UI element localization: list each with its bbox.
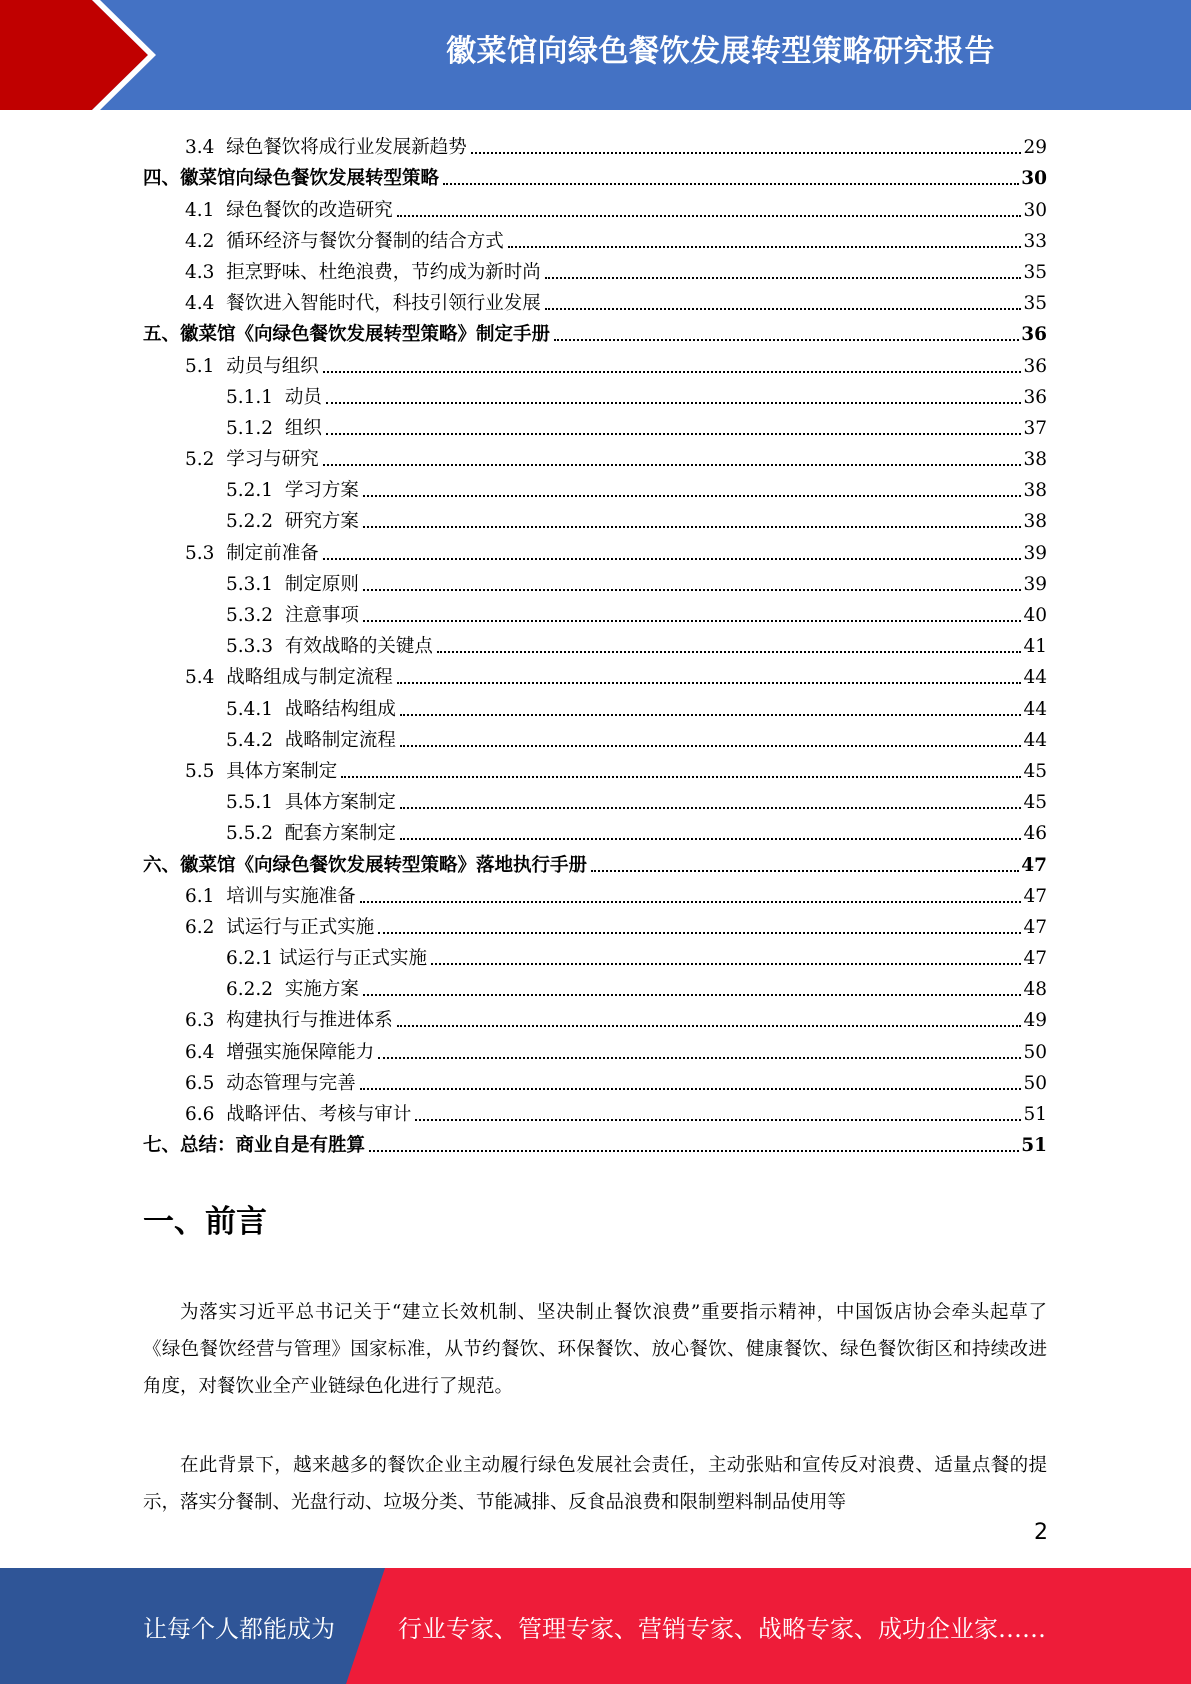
toc-entry-page: 44	[1023, 667, 1047, 689]
toc-entry-text: 研究方案	[284, 511, 359, 533]
toc-entry-text: 组织	[284, 417, 322, 439]
toc-entry-number: 4.2	[185, 230, 227, 252]
toc-entry-number: 5.4	[185, 667, 227, 689]
toc-entry-page: 36	[1021, 324, 1047, 346]
toc-entry[interactable]	[143, 658, 1047, 689]
toc-entry-title	[226, 480, 359, 502]
toc-dot-leader	[323, 557, 1022, 560]
toc-dot-leader	[360, 1087, 1022, 1090]
toc-entry-number: 5.1.1	[226, 386, 285, 408]
toc-entry-page: 35	[1023, 261, 1047, 283]
toc-entry-text: 动员与组织	[226, 355, 319, 377]
toc-entry[interactable]	[143, 502, 1047, 533]
toc-entry-page: 33	[1023, 230, 1047, 252]
toc-entry-number: 5.5	[185, 760, 227, 782]
toc-entry-number: 6.2.1	[226, 948, 279, 970]
body-paragraph: 在此背景下，越来越多的餐饮企业主动履行绿色发展社会责任，主动张贴和宣传反对浪费、适量点餐的提示，落实分餐制、光盘行动、垃圾分类、节能减排、反食品浪费和限制塑料制品使用等	[143, 1455, 1047, 1513]
toc-dot-leader	[378, 1056, 1021, 1059]
toc-dot-leader	[397, 681, 1022, 684]
toc-entry-page: 40	[1023, 605, 1047, 626]
toc-entry-title	[185, 1073, 356, 1095]
toc-dot-leader	[415, 1118, 1021, 1121]
toc-entry-page: 38	[1023, 449, 1047, 471]
toc-entry-number: 5.4.2	[226, 729, 285, 751]
toc-entry-page: 35	[1023, 293, 1047, 315]
toc-entry-title	[226, 948, 427, 970]
toc-entry-title	[226, 823, 396, 845]
toc-entry-title	[143, 1135, 365, 1157]
toc-dot-leader	[545, 307, 1022, 310]
toc-entry-title	[185, 543, 319, 565]
toc-entry-number: 3.4	[185, 137, 227, 159]
toc-dot-leader	[397, 214, 1022, 217]
toc-entry-text: 动态管理与完善	[226, 1072, 356, 1094]
toc-entry-text: 构建执行与推进体系	[226, 1010, 393, 1032]
toc-entry[interactable]	[143, 1126, 1047, 1157]
toc-entry-title	[185, 356, 319, 378]
toc-dot-leader	[363, 494, 1022, 497]
toc-entry[interactable]	[143, 284, 1047, 315]
toc-dot-leader	[363, 993, 1022, 996]
toc-dot-leader	[400, 713, 1022, 716]
table-of-contents	[143, 128, 1047, 1157]
toc-entry-text: 制定原则	[284, 573, 359, 595]
toc-dot-leader	[471, 151, 1022, 154]
page-number: 2	[1034, 1520, 1048, 1545]
toc-entry-text: 试运行与正式实施	[226, 916, 375, 938]
toc-entry-title	[226, 699, 396, 721]
toc-entry-text: 绿色餐饮的改造研究	[226, 199, 393, 221]
toc-entry-number: 6.4	[185, 1041, 227, 1063]
toc-entry-title	[185, 262, 541, 284]
toc-entry[interactable]	[143, 378, 1047, 409]
toc-dot-leader	[326, 432, 1022, 435]
toc-entry[interactable]	[143, 1095, 1047, 1126]
toc-dot-leader	[369, 1149, 1019, 1152]
toc-dot-leader	[323, 370, 1022, 373]
toc-entry-title	[185, 917, 374, 939]
toc-dot-leader	[341, 775, 1021, 778]
toc-entry-text: 具体方案制定	[284, 792, 396, 814]
toc-dot-leader	[360, 900, 1022, 903]
toc-entry-page: 30	[1023, 199, 1047, 221]
toc-entry-number: 4.1	[185, 199, 227, 221]
toc-entry-number: 6.2.2	[226, 979, 285, 1001]
toc-entry-page: 39	[1023, 542, 1047, 564]
toc-entry-page: 30	[1021, 168, 1047, 190]
toc-entry[interactable]	[143, 845, 1047, 876]
toc-entry-number: 5.4.1	[226, 698, 285, 720]
toc-entry-title	[226, 979, 359, 1001]
toc-entry[interactable]	[143, 346, 1047, 377]
toc-entry-page: 39	[1023, 573, 1047, 595]
toc-entry-title	[185, 231, 504, 253]
toc-entry[interactable]	[143, 689, 1047, 720]
toc-entry-page: 51	[1023, 1104, 1047, 1125]
toc-entry-page: 50	[1023, 1041, 1047, 1063]
toc-entry-title	[185, 886, 356, 908]
toc-dot-leader	[363, 619, 1022, 622]
toc-entry[interactable]	[143, 440, 1047, 471]
header-arrow-icon	[0, 0, 160, 110]
toc-entry-title	[185, 449, 319, 471]
toc-entry-page: 29	[1023, 137, 1047, 159]
toc-entry[interactable]	[143, 533, 1047, 564]
toc-entry-page: 41	[1023, 636, 1047, 658]
toc-dot-leader	[400, 744, 1022, 747]
page-header	[0, 0, 1191, 110]
toc-entry-page: 51	[1021, 1135, 1047, 1157]
toc-entry-number: 5.2.2	[226, 511, 285, 533]
footer-slogan-right: 行业专家、管理专家、营销专家、战略专家、成功企业家……	[398, 1615, 1046, 1643]
toc-dot-leader	[363, 525, 1022, 528]
toc-entry-title	[185, 1010, 393, 1032]
toc-entry-page: 47	[1021, 854, 1047, 876]
toc-entry-page: 47	[1023, 916, 1047, 938]
toc-entry-number: 6.2	[185, 916, 227, 938]
toc-entry-number: 5.2	[185, 449, 227, 471]
toc-entry-title	[226, 730, 396, 752]
toc-entry-page: 47	[1023, 948, 1047, 970]
toc-entry-text: 动员	[284, 386, 322, 408]
toc-entry[interactable]	[143, 1001, 1047, 1032]
toc-entry-text: 战略组成与制定流程	[226, 667, 393, 689]
toc-entry-title	[185, 137, 467, 159]
toc-dot-leader	[363, 588, 1022, 591]
toc-entry-text: 有效战略的关键点	[284, 636, 433, 658]
toc-entry[interactable]	[143, 253, 1047, 284]
toc-entry-number: 6.1	[185, 885, 227, 907]
toc-entry-title	[185, 1104, 411, 1126]
toc-entry-page: 45	[1023, 760, 1047, 782]
body-paragraph: 为落实习近平总书记关于“建立长效机制、坚决制止餐饮浪费”重要指示精神，中国饭店协会牵头起草了《绿色餐饮经营与管理》国家标准，从节约餐饮、环保餐饮、放心餐饮、健康餐饮、绿色餐饮街区和持续改进角度，对餐饮业全产业链绿色化进行了规范。	[143, 1302, 1047, 1397]
toc-entry[interactable]	[143, 783, 1047, 814]
toc-entry[interactable]	[143, 159, 1047, 190]
toc-entry-page: 37	[1023, 417, 1047, 439]
toc-entry-text: 制定前准备	[226, 542, 319, 564]
report-title: 徽菜馆向绿色餐饮发展转型策略研究报告	[446, 34, 995, 69]
toc-entry-title	[185, 1042, 374, 1064]
toc-entry[interactable]	[143, 721, 1047, 752]
toc-entry-number: 5.5.2	[226, 823, 285, 845]
toc-entry-text: 战略制定流程	[284, 729, 396, 751]
toc-entry-title	[185, 293, 541, 315]
toc-dot-leader	[437, 650, 1022, 653]
toc-entry-number: 5.1	[185, 355, 227, 377]
toc-entry-text: 试运行与正式实施	[278, 948, 427, 970]
footer-slogan-left: 让每个人都能成为	[143, 1615, 335, 1643]
toc-dot-leader	[508, 245, 1022, 248]
toc-entry[interactable]	[143, 814, 1047, 845]
toc-entry[interactable]	[143, 1064, 1047, 1095]
toc-entry[interactable]	[143, 596, 1047, 627]
toc-entry-title	[226, 574, 359, 596]
toc-entry-text: 具体方案制定	[226, 760, 338, 782]
toc-entry-text: 拒烹野味、杜绝浪费，节约成为新时尚	[226, 261, 541, 283]
toc-entry-title	[226, 605, 359, 627]
page-footer	[0, 1568, 1191, 1684]
toc-dot-leader	[400, 806, 1022, 809]
toc-entry-title	[185, 200, 393, 222]
toc-entry[interactable]	[143, 190, 1047, 221]
toc-dot-leader	[326, 401, 1022, 404]
toc-dot-leader	[443, 182, 1019, 185]
toc-entry-number: 5.3.3	[226, 636, 285, 658]
toc-entry-title	[226, 636, 433, 658]
toc-entry-text: 六、徽菜馆《向绿色餐饮发展转型策略》落地执行手册	[143, 854, 588, 876]
toc-entry-page: 48	[1023, 979, 1047, 1001]
toc-dot-leader	[397, 1024, 1022, 1027]
toc-entry-number: 6.3	[185, 1010, 227, 1032]
toc-entry-page: 44	[1023, 698, 1047, 720]
toc-entry-title	[143, 855, 587, 877]
toc-entry-text: 循环经济与餐饮分餐制的结合方式	[226, 230, 504, 252]
section-heading: 一、前言	[143, 1204, 267, 1240]
toc-entry-text: 七、总结：商业自是有胜算	[143, 1135, 366, 1157]
toc-entry[interactable]	[143, 565, 1047, 596]
toc-dot-leader	[545, 276, 1022, 279]
toc-entry-text: 学习方案	[284, 480, 359, 502]
toc-entry[interactable]	[143, 877, 1047, 908]
toc-entry-number: 5.3.1	[226, 573, 285, 595]
toc-entry-title	[143, 168, 439, 190]
toc-entry-page: 36	[1023, 386, 1047, 408]
toc-entry-text: 增强实施保障能力	[226, 1041, 375, 1063]
toc-entry-page: 45	[1023, 792, 1047, 814]
toc-entry-number: 5.2.1	[226, 480, 285, 502]
toc-entry-page: 38	[1023, 511, 1047, 533]
toc-entry-number: 5.3.2	[226, 605, 285, 626]
toc-entry-text: 学习与研究	[226, 449, 319, 471]
toc-entry-number: 4.3	[185, 261, 227, 283]
toc-entry[interactable]	[143, 970, 1047, 1001]
toc-entry-title	[226, 792, 396, 814]
toc-entry-text: 绿色餐饮将成行业发展新趋势	[226, 137, 467, 159]
toc-entry-text: 注意事项	[284, 605, 359, 626]
toc-dot-leader	[323, 463, 1022, 466]
toc-entry-number: 5.5.1	[226, 792, 285, 814]
toc-entry-title	[143, 324, 550, 346]
toc-dot-leader	[554, 338, 1019, 341]
toc-entry[interactable]	[143, 939, 1047, 970]
toc-dot-leader	[431, 962, 1021, 965]
toc-entry-number: 6.5	[185, 1072, 227, 1094]
toc-dot-leader	[378, 931, 1021, 934]
toc-dot-leader	[400, 837, 1022, 840]
toc-entry-number: 5.3	[185, 542, 227, 564]
toc-entry[interactable]	[143, 1032, 1047, 1063]
toc-entry[interactable]	[143, 471, 1047, 502]
toc-entry-page: 46	[1023, 823, 1047, 845]
toc-entry[interactable]	[143, 627, 1047, 658]
toc-entry-text: 实施方案	[284, 979, 359, 1001]
toc-entry-page: 38	[1023, 480, 1047, 502]
toc-entry[interactable]	[143, 752, 1047, 783]
toc-entry-title	[226, 511, 359, 533]
toc-entry-title	[226, 387, 322, 409]
toc-entry[interactable]	[143, 315, 1047, 346]
toc-entry-page: 47	[1023, 885, 1047, 907]
toc-entry-text: 餐饮进入智能时代，科技引领行业发展	[226, 293, 541, 315]
toc-entry-page: 36	[1023, 355, 1047, 377]
toc-entry-title	[185, 761, 337, 783]
toc-entry-page: 50	[1023, 1072, 1047, 1094]
toc-entry[interactable]	[143, 409, 1047, 440]
toc-entry-number: 5.1.2	[226, 417, 285, 439]
toc-dot-leader	[591, 869, 1019, 872]
toc-entry-text: 配套方案制定	[284, 823, 396, 845]
toc-entry-text: 四、徽菜馆向绿色餐饮发展转型策略	[143, 168, 440, 190]
toc-entry[interactable]	[143, 128, 1047, 159]
toc-entry-title	[226, 418, 322, 440]
toc-entry-title	[185, 667, 393, 689]
toc-entry-number: 6.6	[185, 1104, 227, 1125]
toc-entry-text: 五、徽菜馆《向绿色餐饮发展转型策略》制定手册	[143, 324, 551, 346]
toc-entry-page: 49	[1023, 1010, 1047, 1032]
toc-entry-number: 4.4	[185, 293, 227, 315]
toc-entry-text: 战略结构组成	[284, 698, 396, 720]
toc-entry[interactable]	[143, 222, 1047, 253]
toc-entry[interactable]	[143, 908, 1047, 939]
toc-entry-text: 战略评估、考核与审计	[226, 1104, 412, 1125]
toc-entry-text: 培训与实施准备	[226, 885, 356, 907]
toc-entry-page: 44	[1023, 729, 1047, 751]
